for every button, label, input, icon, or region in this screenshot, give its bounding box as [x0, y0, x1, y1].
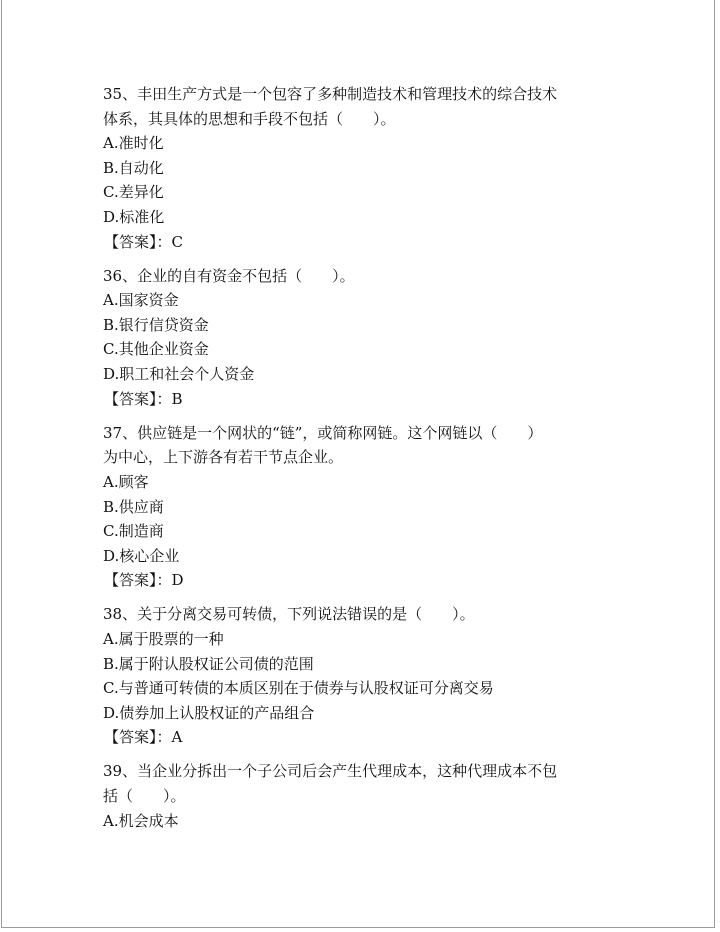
question-stem [103, 421, 623, 470]
option-a: A.机会成本 [103, 811, 179, 830]
option-b: B.供应商 [103, 497, 164, 516]
stem-line: 为中心，上下游各有若干节点企业。 [103, 448, 344, 467]
option-d: D.债券加上认股权证的产品组合 [103, 703, 315, 722]
option-b: B.银行信贷资金 [103, 315, 209, 334]
option-a: A.准时化 [103, 134, 164, 153]
answer-line [104, 568, 623, 593]
stem-line: 括（ ）。 [103, 787, 186, 806]
option-d: D.核心企业 [103, 546, 180, 565]
document-content [103, 82, 623, 843]
answer-label: 【答案】： [104, 232, 172, 251]
answer-line [104, 725, 623, 750]
stem-line: 38、关于分离交易可转债，下列说法错误的是（ ）。 [103, 605, 475, 624]
answer-value: B [171, 389, 183, 408]
stem-line: 39、当企业分拆出一个子公司后会产生代理成本，这种代理成本不包 [103, 762, 558, 781]
question-37 [103, 421, 623, 593]
question-stem [103, 82, 623, 131]
option-c: C.制造商 [103, 522, 164, 541]
question-stem [103, 602, 623, 627]
answer-label: 【答案】： [104, 571, 172, 590]
option-b: B.属于附认股权证公司债的范围 [103, 654, 314, 673]
stem-line: 36、企业的自有资金不包括（ ）。 [103, 266, 355, 285]
stem-line: 35、丰田生产方式是一个包容了多种制造技术和管理技术的综合技术 [103, 85, 558, 103]
option-a: A.顾客 [103, 472, 149, 491]
answer-label: 【答案】： [104, 389, 172, 408]
option-c: C.差异化 [103, 183, 164, 202]
question-39 [103, 759, 623, 833]
option-d: D.职工和社会个人资金 [103, 365, 255, 384]
question-35 [103, 82, 623, 254]
answer-value: A [171, 728, 183, 747]
answer-value: C [171, 232, 183, 251]
option-d: D.标准化 [103, 207, 165, 226]
option-a: A.属于股票的一种 [103, 629, 224, 648]
stem-line: 37、供应链是一个网状的“链”，或简称网链。这个网链以（ ） [103, 423, 543, 442]
answer-line [104, 230, 623, 255]
answer-label: 【答案】： [104, 728, 172, 747]
answer-line [104, 387, 623, 412]
stem-line: 体系，其具体的思想和手段不包括（ ）。 [103, 109, 396, 128]
option-c: C.与普通可转债的本质区别在于债券与认股权证可分离交易 [103, 679, 494, 698]
answer-value: D [171, 571, 184, 590]
question-36 [103, 264, 623, 412]
question-stem [103, 759, 623, 808]
option-b: B.自动化 [103, 158, 164, 177]
question-stem [103, 264, 623, 289]
question-38 [103, 602, 623, 750]
option-c: C.其他企业资金 [103, 340, 209, 359]
option-a: A.国家资金 [103, 291, 179, 310]
